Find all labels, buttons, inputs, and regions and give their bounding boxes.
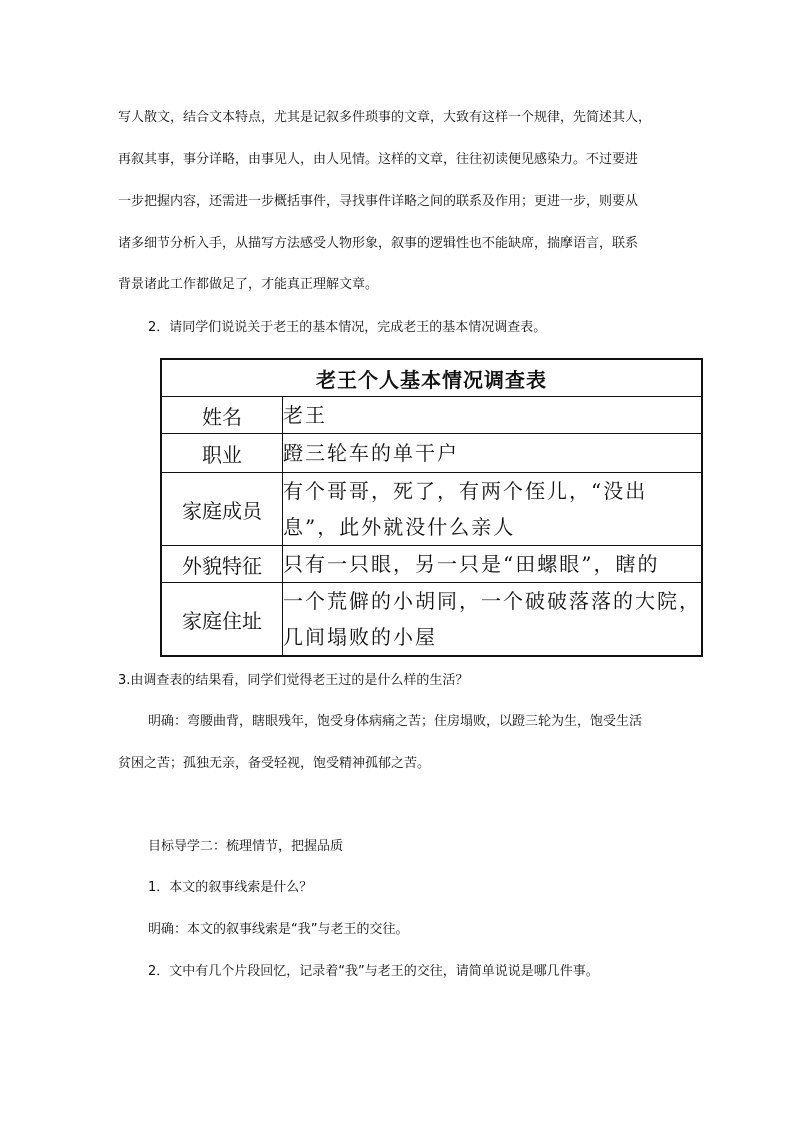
intro-line-1: 写人散文，结合文本特点，尤其是记叙多件琐事的文章，大致有这样一个规律，先简述其人， [118, 110, 652, 125]
survey-value-appearance: 只有一只眼，另一只是“田螺眼”，瞎的 [283, 546, 703, 583]
answer-3-line-1: 明确：弯腰曲背，瞎眼残年，饱受身体病痛之苦；住房塌败，以蹬三轮为生，饱受生活 [148, 714, 643, 729]
question-2: 2．请同学们说说关于老王的基本情况，完成老王的基本情况调查表。 [148, 320, 547, 335]
survey-value-occupation: 蹬三轮车的单干户 [283, 434, 703, 473]
survey-key-occupation: 职业 [161, 434, 283, 473]
question-3: 3.由调查表的结果看，同学们觉得老王过的是什么样的生活？ [118, 673, 469, 688]
survey-table [160, 358, 703, 657]
intro-line-4: 诸多细节分析入手，从描写方法感受人物形象，叙事的逻辑性也不能缺席，揣摩语言，联系 [118, 236, 639, 251]
answer-3-line-2: 贫困之苦；孤独无亲，备受轻视，饱受精神孤郁之苦。 [118, 756, 431, 771]
intro-line-3: 一步把握内容，还需进一步概括事件，寻找事件详略之间的联系及作用；更进一步，则要从 [118, 194, 639, 209]
sub-question-2: 2．文中有几个片段回忆，记录着“我”与老王的交往，请简单说说是哪几件事。 [148, 964, 599, 979]
survey-key-family: 家庭成员 [161, 473, 283, 546]
answer-sub-question-1: 明确：本文的叙事线索是“我”与老王的交往。 [148, 922, 409, 937]
survey-key-address: 家庭住址 [161, 583, 283, 657]
survey-key-name: 姓名 [161, 397, 283, 434]
survey-value-address: 一个荒僻的小胡同，一个破破落落的大院，几间塌败的小屋 [283, 583, 703, 657]
survey-value-name: 老王 [283, 397, 703, 434]
survey-key-appearance: 外貌特征 [161, 546, 283, 583]
intro-line-5: 背景诸此工作都做足了，才能真正理解文章。 [118, 277, 379, 292]
sub-question-1: 1．本文的叙事线索是什么？ [148, 880, 313, 895]
intro-line-2: 再叙其事，事分详略，由事见人，由人见情。这样的文章，往往初读便见感染力。不过要进 [118, 152, 639, 167]
goal-2-heading: 目标导学二：梳理情节，把握品质 [148, 839, 344, 854]
survey-value-family: 有个哥哥，死了，有两个侄儿，“没出息”，此外就没什么亲人 [283, 473, 703, 546]
survey-title: 老王个人基本情况调查表 [161, 359, 702, 397]
